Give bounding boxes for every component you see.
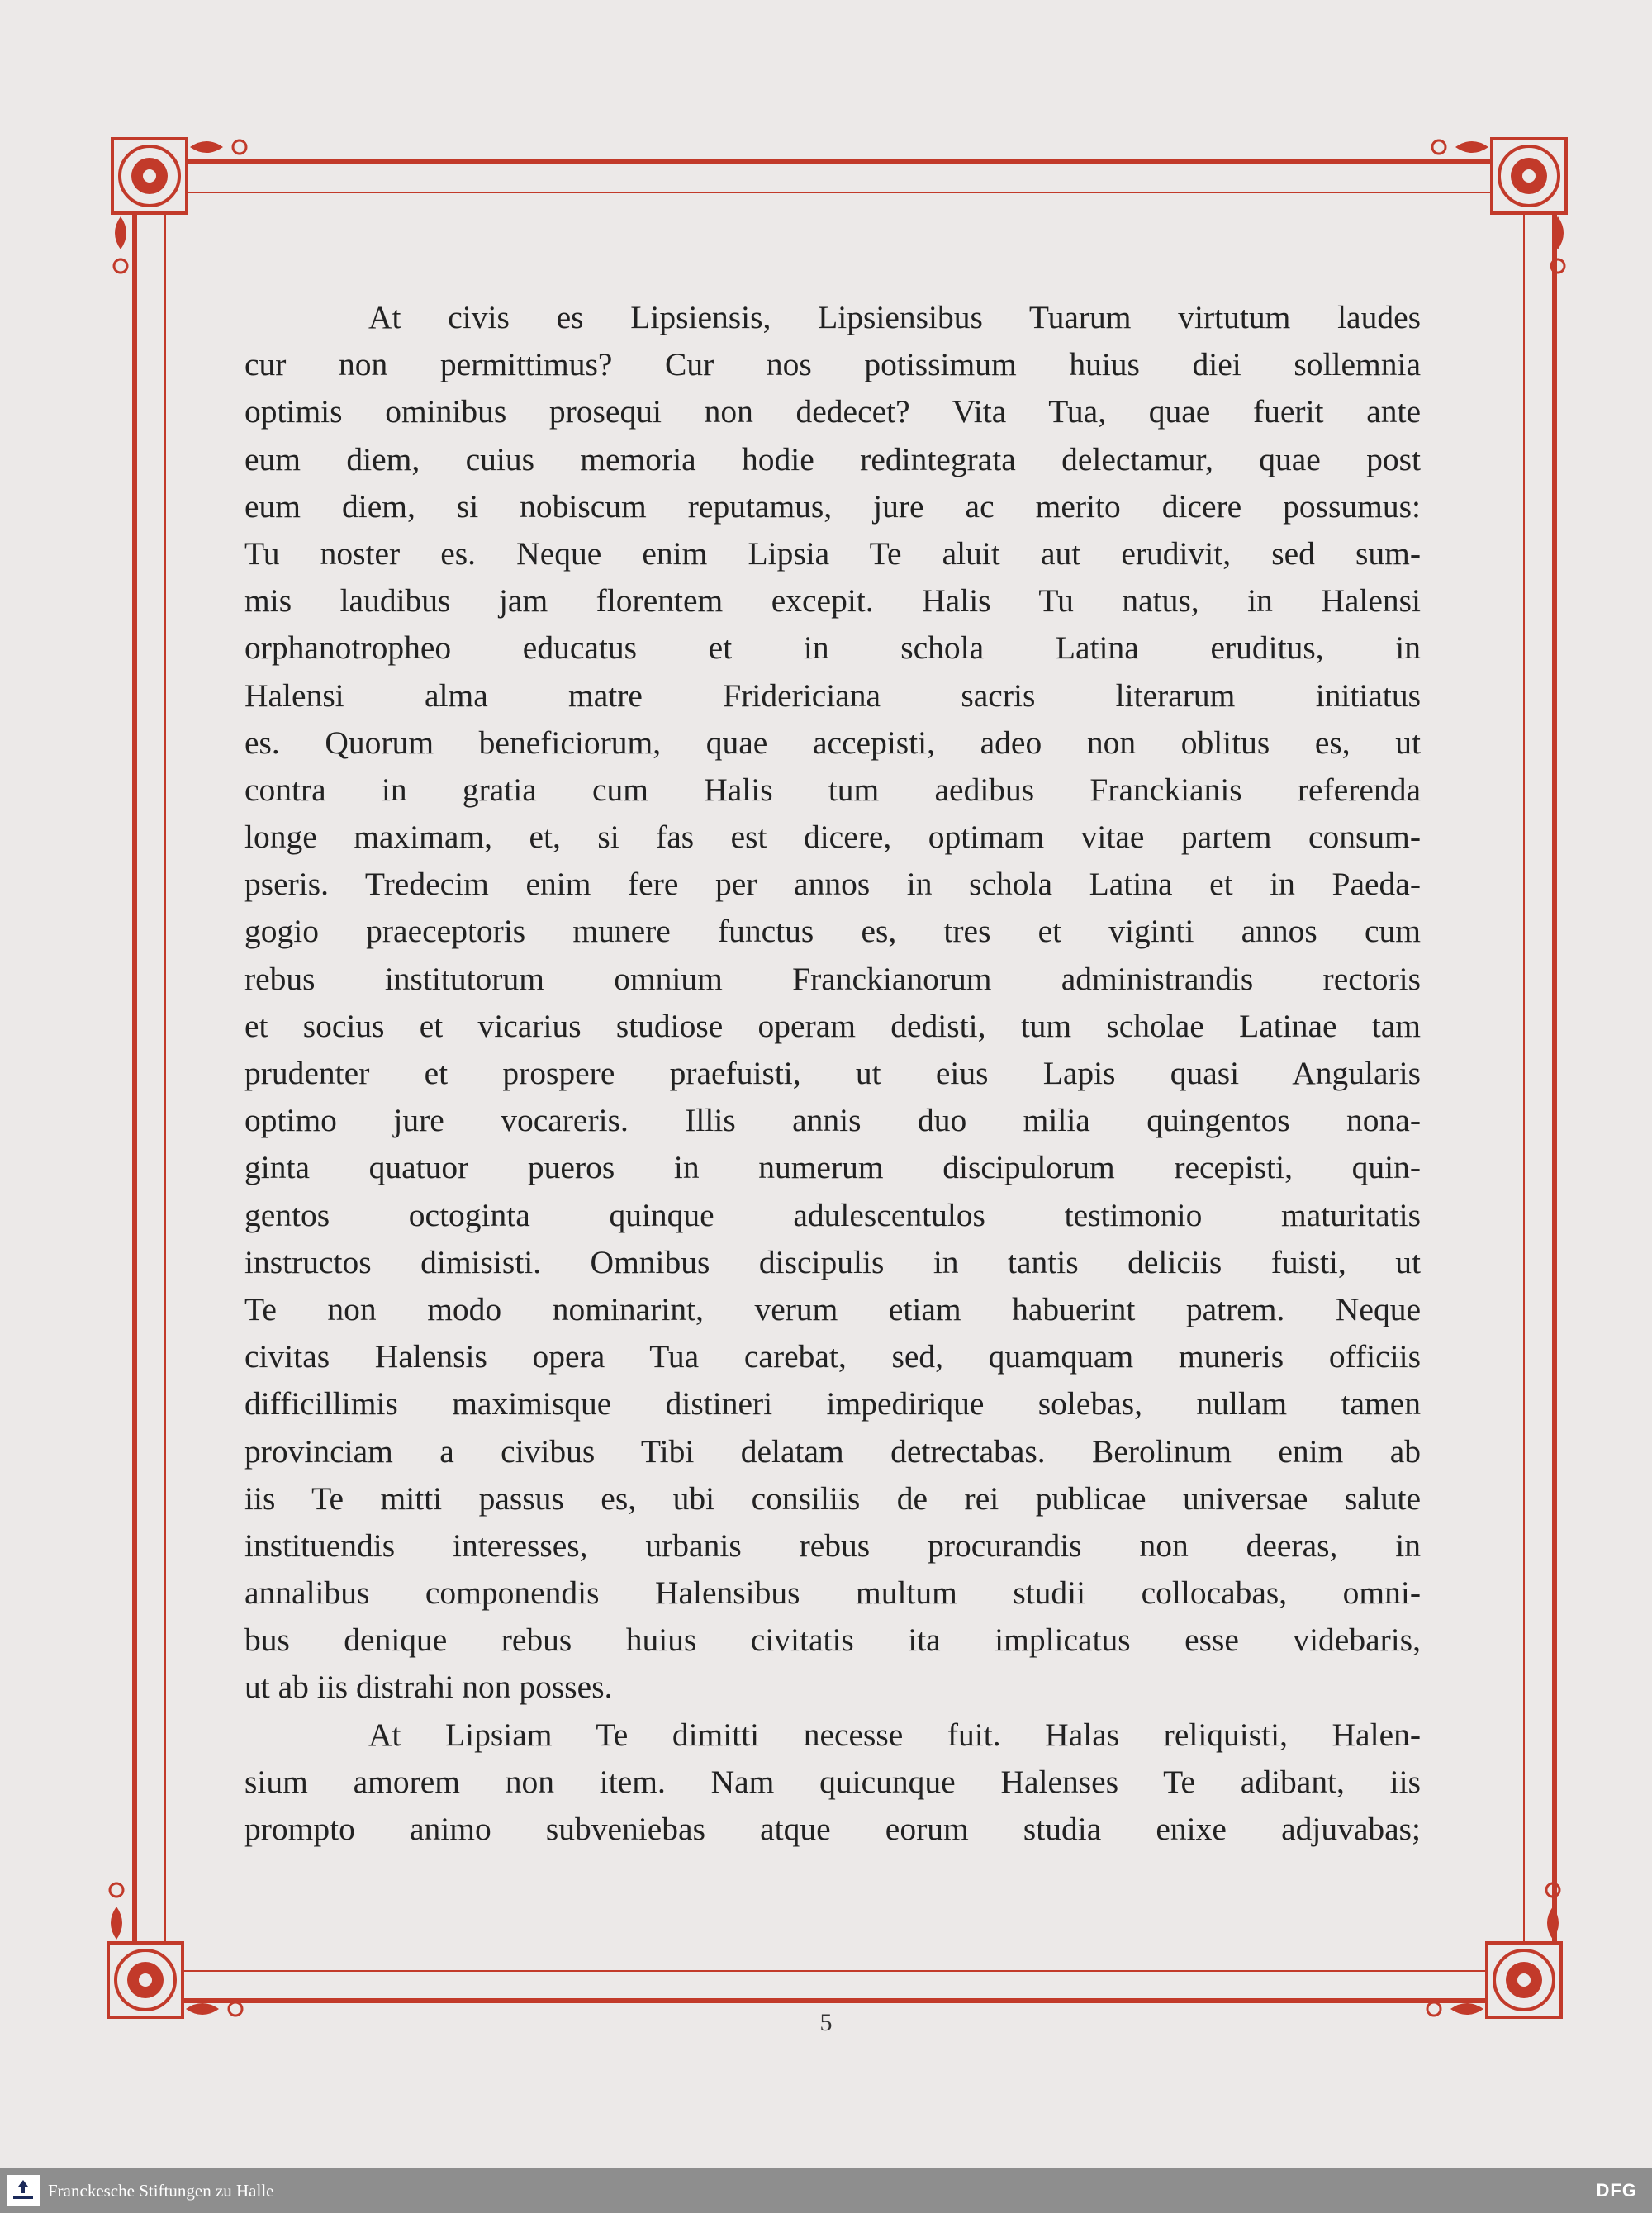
text-line: sium amorem non item. Nam quicunque Halenses Te adibant, iis — [244, 1763, 1421, 1800]
text-line: rebus institutorum omnium Franckianorum administrandis rectoris — [244, 960, 1421, 997]
text-line: At civis es Lipsiensis, Lipsiensibus Tuarum virtutum laudes — [368, 299, 1421, 335]
text-line: difficillimis maximisque distineri impedirique solebas, nullam tamen — [244, 1385, 1421, 1422]
text-line: longe maximam, et, si fas est dicere, optimam vitae partem consum- — [244, 819, 1421, 856]
text-line: et socius et vicarius studiose operam dedisti, tum scholae Latinae tam — [244, 1007, 1421, 1044]
text-line: annalibus componendis Halensibus multum studii collocabas, omni- — [244, 1574, 1421, 1612]
text-line: instructos dimisisti. Omnibus discipulis in tantis deliciis fuisti, ut — [244, 1243, 1421, 1280]
text-line: es. Quorum beneficiorum, quae accepisti, adeo non oblitus es, ut — [244, 724, 1421, 761]
text-line: ginta quatuor pueros in numerum discipulorum recepisti, quin- — [244, 1149, 1421, 1186]
corner-ornament-bottom-left — [108, 1883, 242, 2017]
viewer-footer-bar — [0, 2168, 1652, 2213]
text-line: Tu noster es. Neque enim Lipsia Te aluit aut erudivit, sed sum- — [244, 534, 1421, 572]
text-line: contra in gratia cum Halis tum aedibus Franckianis referenda — [244, 771, 1421, 808]
text-line: iis Te mitti passus es, ubi consiliis de rei publicae universae salute — [244, 1479, 1421, 1517]
text-line: cur non permittimus? Cur nos potissimum huius diei sollemnia — [244, 346, 1421, 383]
corner-ornament-top-right — [1432, 139, 1566, 273]
text-line: civitas Halensis opera Tua carebat, sed, quamquam muneris officiis — [244, 1338, 1421, 1375]
dfg-logo: DFG — [1596, 2180, 1637, 2201]
text-line: prudenter et prospere praefuisti, ut eius Lapis quasi Angularis — [244, 1055, 1421, 1091]
text-line: optimis ominibus prosequi non dedecet? Vita Tua, quae fuerit ante — [244, 393, 1421, 430]
text-line: prompto animo subveniebas atque eorum studia enixe adjuvabas; — [244, 1811, 1421, 1847]
text-line: eum diem, cuius memoria hodie redintegrata delectamur, quae post — [244, 440, 1421, 477]
text-line: provinciam a civibus Tibi delatam detrectabas. Berolinum enim ab — [244, 1432, 1421, 1470]
footer-organization-name: Franckesche Stiftungen zu Halle — [48, 2181, 274, 2201]
institution-logo-icon — [7, 2175, 40, 2206]
text-line: gogio praeceptoris munere functus es, tres et viginti annos cum — [244, 913, 1421, 950]
text-line: ut ab iis distrahi non posses. — [244, 1669, 613, 1706]
text-line: instituendis interesses, urbanis rebus procurandis non deeras, in — [244, 1527, 1421, 1564]
text-line: At Lipsiam Te dimitti necesse fuit. Halas reliquisti, Halen- — [368, 1716, 1421, 1753]
text-line: gentos octoginta quinque adulescentulos testimonio maturitatis — [244, 1196, 1421, 1233]
corner-ornament-bottom-right — [1427, 1883, 1561, 2017]
text-line: pseris. Tredecim enim fere per annos in schola Latina et in Paeda- — [244, 866, 1421, 903]
institution-logo — [7, 2175, 40, 2206]
text-line: eum diem, si nobiscum reputamus, jure ac merito dicere possumus: — [244, 487, 1421, 525]
text-line: mis laudibus jam florentem excepit. Halis Tu natus, in Halensi — [244, 582, 1421, 620]
text-line: optimo jure vocareris. Illis annis duo milia quingentos nona- — [244, 1102, 1421, 1139]
text-line: Halensi alma matre Fridericiana sacris literarum initiatus — [244, 677, 1421, 714]
page-number: 5 — [819, 2009, 833, 2036]
text-line: Te non modo nominarint, verum etiam habuerint patrem. Neque — [244, 1290, 1421, 1327]
text-line: bus denique rebus huius civitatis ita implicatus esse videbaris, — [244, 1622, 1421, 1659]
latin-text-body — [244, 294, 1421, 1853]
text-line: orphanotropheo educatus et in schola Latina eruditus, in — [244, 629, 1421, 667]
